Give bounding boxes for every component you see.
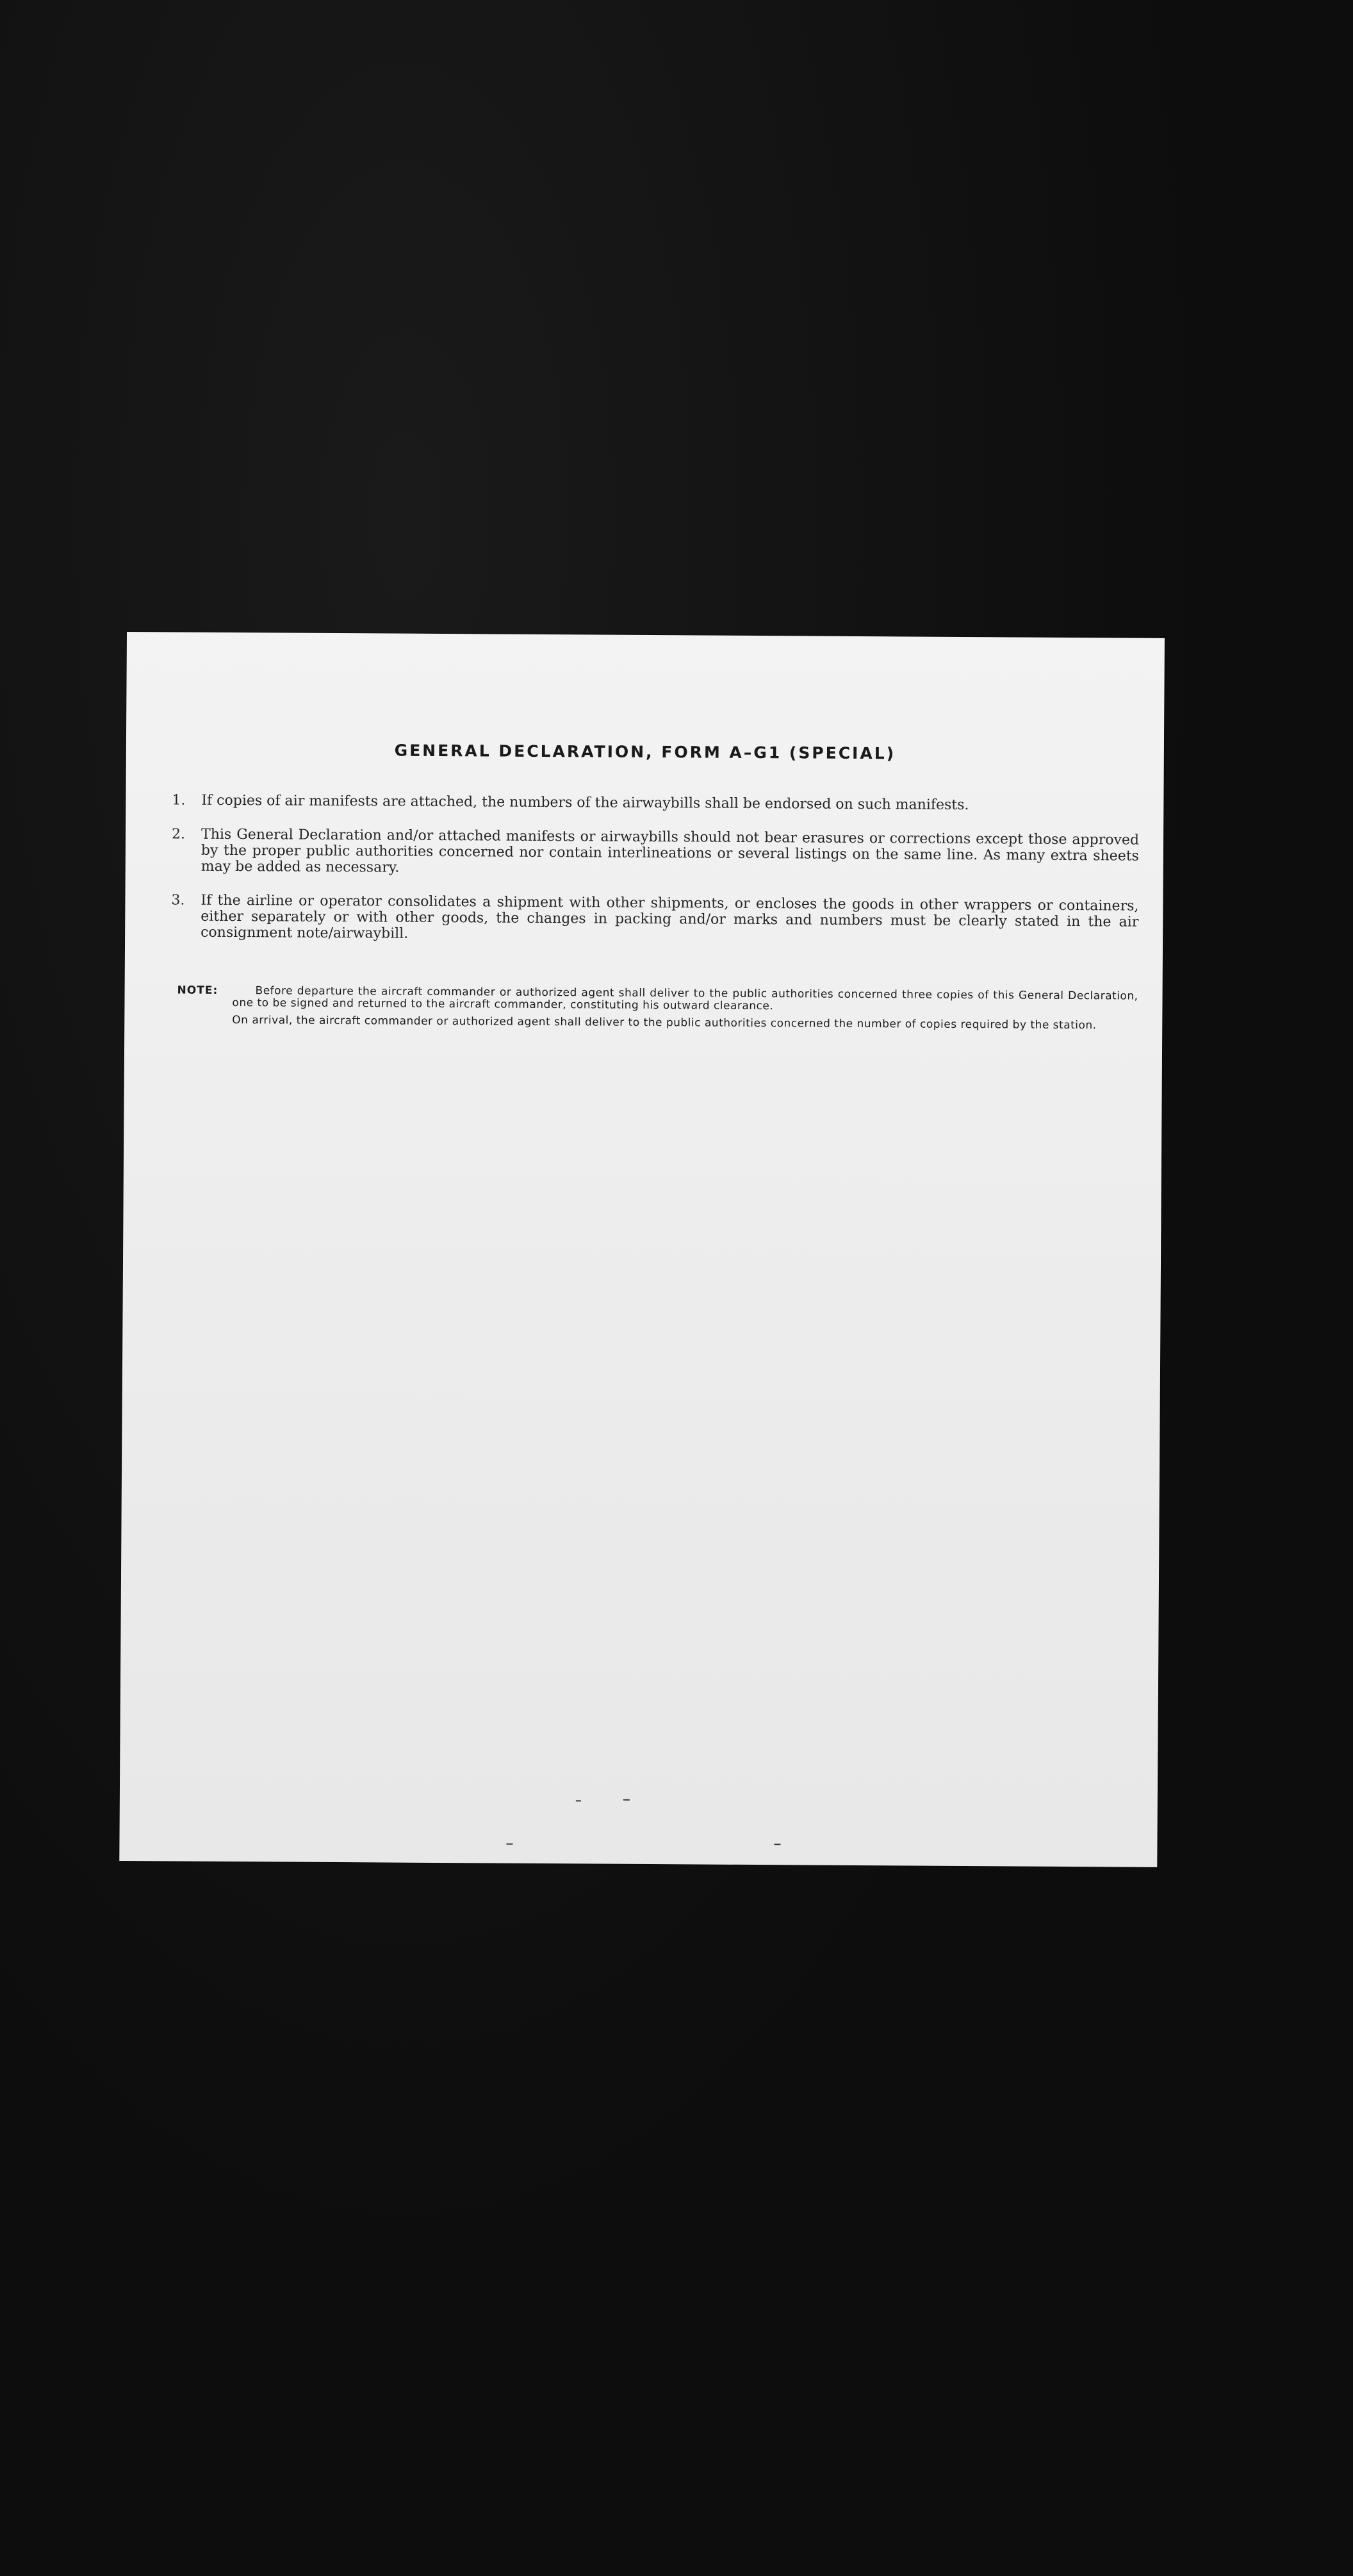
scan-artifact — [623, 1799, 630, 1801]
instruction-text: This General Declaration and/or attached manifests or airwaybills should not bear erasures or corrections except those approved by the proper public authorities concerned nor contain interlineations or several listings on the same line. As many extra sheets may be added as necessary. — [201, 826, 1140, 876]
scan-artifact — [774, 1844, 780, 1845]
note-paragraph-arrival: On arrival, the aircraft commander or authorized agent shall deliver to the public authorities concerned the number of copies required by the station. — [232, 1014, 1097, 1032]
scan-artifact — [506, 1844, 512, 1845]
instruction-item — [172, 792, 1139, 814]
note-paragraph-departure: Before departure the aircraft commander or authorized agent shall deliver to the public authorities concerned three copies of this General Declaration, one to be signed and returned to the aircraft commander, constituting his outward clearance. — [232, 984, 1138, 1013]
note-label: NOTE: — [177, 984, 218, 997]
instruction-item — [171, 892, 1138, 946]
instruction-list — [171, 792, 1140, 964]
instruction-text: If copies of air manifests are attached, the numbers of the airwaybills shall be endorsed on such manifests. — [201, 792, 969, 814]
document-title: GENERAL DECLARATION, FORM A–G1 (SPECIAL) — [394, 741, 896, 763]
instruction-number: 2. — [171, 826, 186, 843]
instruction-number: 1. — [172, 792, 186, 809]
note-content — [232, 985, 1138, 1037]
instruction-item — [172, 826, 1139, 880]
document-page — [119, 632, 1165, 1867]
instruction-number: 3. — [171, 892, 185, 909]
instruction-text: If the airline or operator consolidates a shipment with other shipments, or encloses the goods in other wrappers or containers, either separately or with other goods, the changes in packing and/or marks and numbers must be clearly stated in the air consignment note/airwaybill. — [201, 892, 1139, 942]
scan-artifact — [576, 1800, 581, 1801]
note-block — [177, 984, 1138, 1037]
